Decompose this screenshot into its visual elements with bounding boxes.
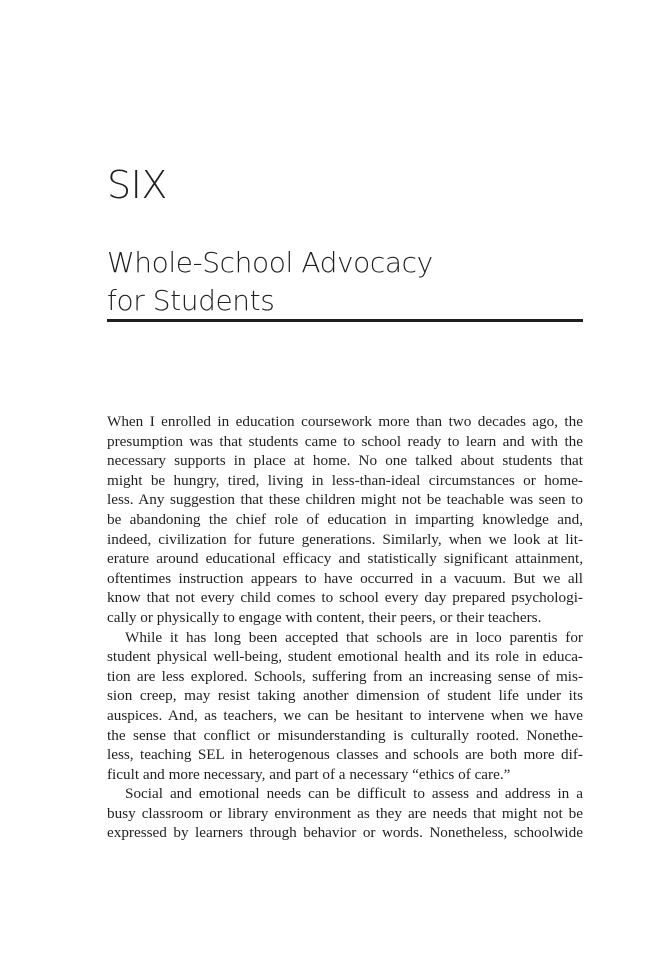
paragraph-2 xyxy=(107,628,583,785)
chapter-title-line: Whole-School Advocacy xyxy=(107,246,433,279)
text-line: tion are less explored. Schools, suffering from an increasing sense of mis- xyxy=(107,667,583,685)
text-line: erature around educational efficacy and statistically significant attainment, xyxy=(107,550,583,568)
text-line: Social and emotional needs can be difficult to assess and address in a xyxy=(125,785,583,803)
text-line: busy classroom or library environment as they are needs that might not be xyxy=(107,804,583,822)
text-line: When I enrolled in education coursework more than two decades ago, the xyxy=(107,413,583,430)
text-line: less. Any suggestion that these children might not be teachable was seen to xyxy=(107,491,583,509)
text-line: auspices. And, as teachers, we can be hesitant to intervene when we have xyxy=(107,706,583,724)
paragraph-1 xyxy=(107,412,583,628)
text-line: student physical well-being, student emotional health and its role in educa- xyxy=(107,648,583,666)
text-line: ficult and more necessary, and part of a necessary “ethics of care.” xyxy=(107,765,511,783)
text-line: be abandoning the chief role of education in imparting knowledge and, xyxy=(107,510,583,528)
text-line: While it has long been accepted that schools are in loco parentis for xyxy=(125,628,583,646)
text-line: less, teaching SEL in heterogenous classes and schools are both more dif- xyxy=(107,746,583,764)
text-line: necessary supports in place at home. No one talked about students that xyxy=(107,452,583,470)
text-line: indeed, civilization for future generations. Similarly, when we look at lit- xyxy=(107,530,583,548)
text-line: might be hungry, tired, living in less-than-ideal circumstances or home- xyxy=(107,471,583,489)
body-text xyxy=(107,412,583,843)
text-line: presumption was that students came to school ready to learn and with the xyxy=(107,432,583,450)
paragraph-3 xyxy=(107,784,583,843)
chapter-number: SIX xyxy=(107,163,167,207)
text-line: cally or physically to engage with content, their peers, or their teachers. xyxy=(107,608,542,626)
chapter-title xyxy=(107,244,583,320)
text-line: know that not every child comes to school every day prepared psychologi- xyxy=(107,589,583,607)
text-line: oftentimes instruction appears to have occurred in a vacuum. But we all xyxy=(107,569,583,587)
title-rule xyxy=(107,319,583,322)
text-line: the sense that conflict or misunderstanding is culturally rooted. Nonethe- xyxy=(107,726,583,744)
text-line: expressed by learners through behavior or words. Nonetheless, schoolwide xyxy=(107,824,583,842)
chapter-title-line: for Students xyxy=(107,284,275,317)
text-line: sion creep, may resist taking another dimension of student life under its xyxy=(107,687,583,705)
